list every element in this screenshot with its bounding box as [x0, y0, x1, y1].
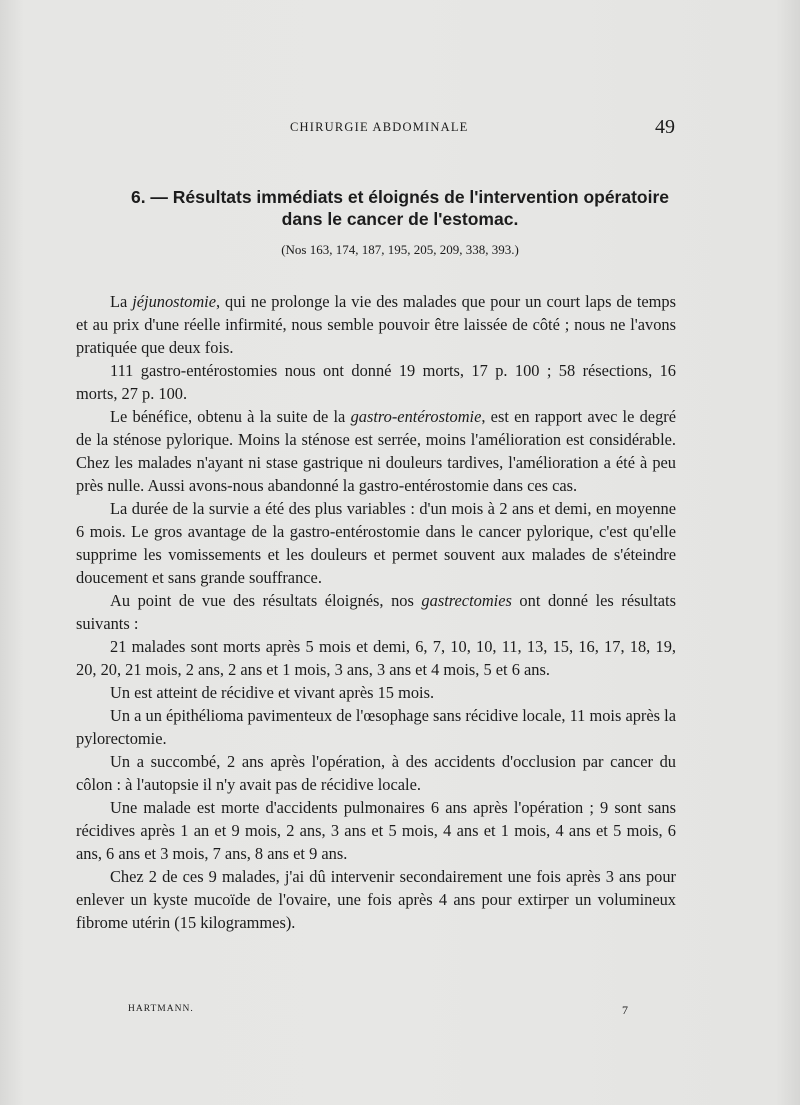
signature-mark: 7 — [622, 1003, 628, 1017]
paragraph-oesophage: Un a un épithélioma pavimenteux de l'œsophage sans récidive locale, 11 mois après la pylorectomie. — [76, 706, 676, 748]
paragraph-benefice — [76, 405, 676, 497]
running-title: CHIRURGIE ABDOMINALE — [290, 120, 469, 134]
paragraph-survie: La durée de la survie a été des plus variables : d'un mois à 2 ans et demi, en moyenne 6 mois. Le gros avantage de la gastro-entérostomie dans le cancer pylorique, c'est qu'elle supprime les vomissements et les douleurs et permet souvent aux malades de s'éteindre doucement et sans grande souffrance. — [76, 499, 676, 587]
paragraph-morts: 21 malades sont morts après 5 mois et demi, 6, 7, 10, 10, 11, 13, 15, 16, 17, 18, 19, 20, 20, 21 mois, 2 ans, 2 ans et 1 mois, 3 ans, 3 ans et 4 mois, 5 et 6 ans. — [76, 637, 676, 679]
text-run: , est en rapport avec le degré de la sténose pylorique. Moins la sténose est serrée, moins l'amélioration est considérable. Chez les malades n'ayant ni stase gastrique ni douleurs tardives, l'amélioration a été à peu près nulle. Aussi avons-nous abandonné la gastro-entérostomie dans ces cas. — [76, 407, 676, 495]
footer-author: HARTMANN. — [128, 1004, 194, 1014]
section-title — [80, 186, 720, 230]
section-title-line-2: dans le cancer de l'estomac. — [281, 209, 519, 229]
paragraph-intervention-secondaire: Chez 2 de ces 9 malades, j'ai dû intervenir secondairement une fois après 3 ans pour enlever un kyste mucoïde de l'ovaire, une fois après 4 ans pour extirper un volumineux fibrome utérin (15 kilogrammes). — [76, 867, 676, 932]
body-text — [76, 290, 676, 934]
text-run: Le bénéfice, obtenu à la suite de la — [110, 407, 351, 426]
paragraph-statistics: 111 gastro-entérostomies nous ont donné 19 morts, 17 p. 100 ; 58 résections, 16 morts, 27 p. 100. — [76, 361, 676, 403]
italic-term: gastro-entérostomie — [350, 407, 482, 426]
section-title-line-1: 6. — Résultats immédiats et éloignés de l'intervention opératoire — [130, 187, 670, 207]
paragraph-recidive: Un est atteint de récidive et vivant après 15 mois. — [110, 683, 435, 702]
italic-term: gastrectomies — [421, 591, 512, 610]
paragraph-pulmonaires: Une malade est morte d'accidents pulmonaires 6 ans après l'opération ; 9 sont sans récidives après 1 an et 9 mois, 2 ans, 3 ans et 5 mois, 4 ans et 1 mois, 4 ans et 5 mois, 6 ans, 6 ans et 3 mois, 7 ans, 8 ans et 9 ans. — [76, 798, 676, 863]
paragraph-jejunostomie — [76, 290, 676, 359]
text-run: Au point de vue des résultats éloignés, nos — [110, 591, 422, 610]
paragraph-occlusion: Un a succombé, 2 ans après l'opération, à des accidents d'occlusion par cancer du côlon : à l'autopsie il n'y avait pas de récidive locale. — [76, 752, 676, 794]
text-run: , qui ne prolonge la vie des malades que pour un court laps de temps et au prix d'une réelle infirmité, nous semble pouvoir être laissée de côté ; nous ne l'avons pratiquée que deux fois. — [76, 292, 676, 357]
text-run: La — [110, 292, 133, 311]
text-run: ont donné les résultats suivants : — [76, 591, 676, 633]
section-references: (Nos 163, 174, 187, 195, 205, 209, 338, 393.) — [281, 242, 519, 257]
italic-term: jéjunostomie — [132, 292, 216, 311]
paragraph-resultats-eloignes — [76, 589, 676, 635]
page-number: 49 — [655, 116, 675, 138]
